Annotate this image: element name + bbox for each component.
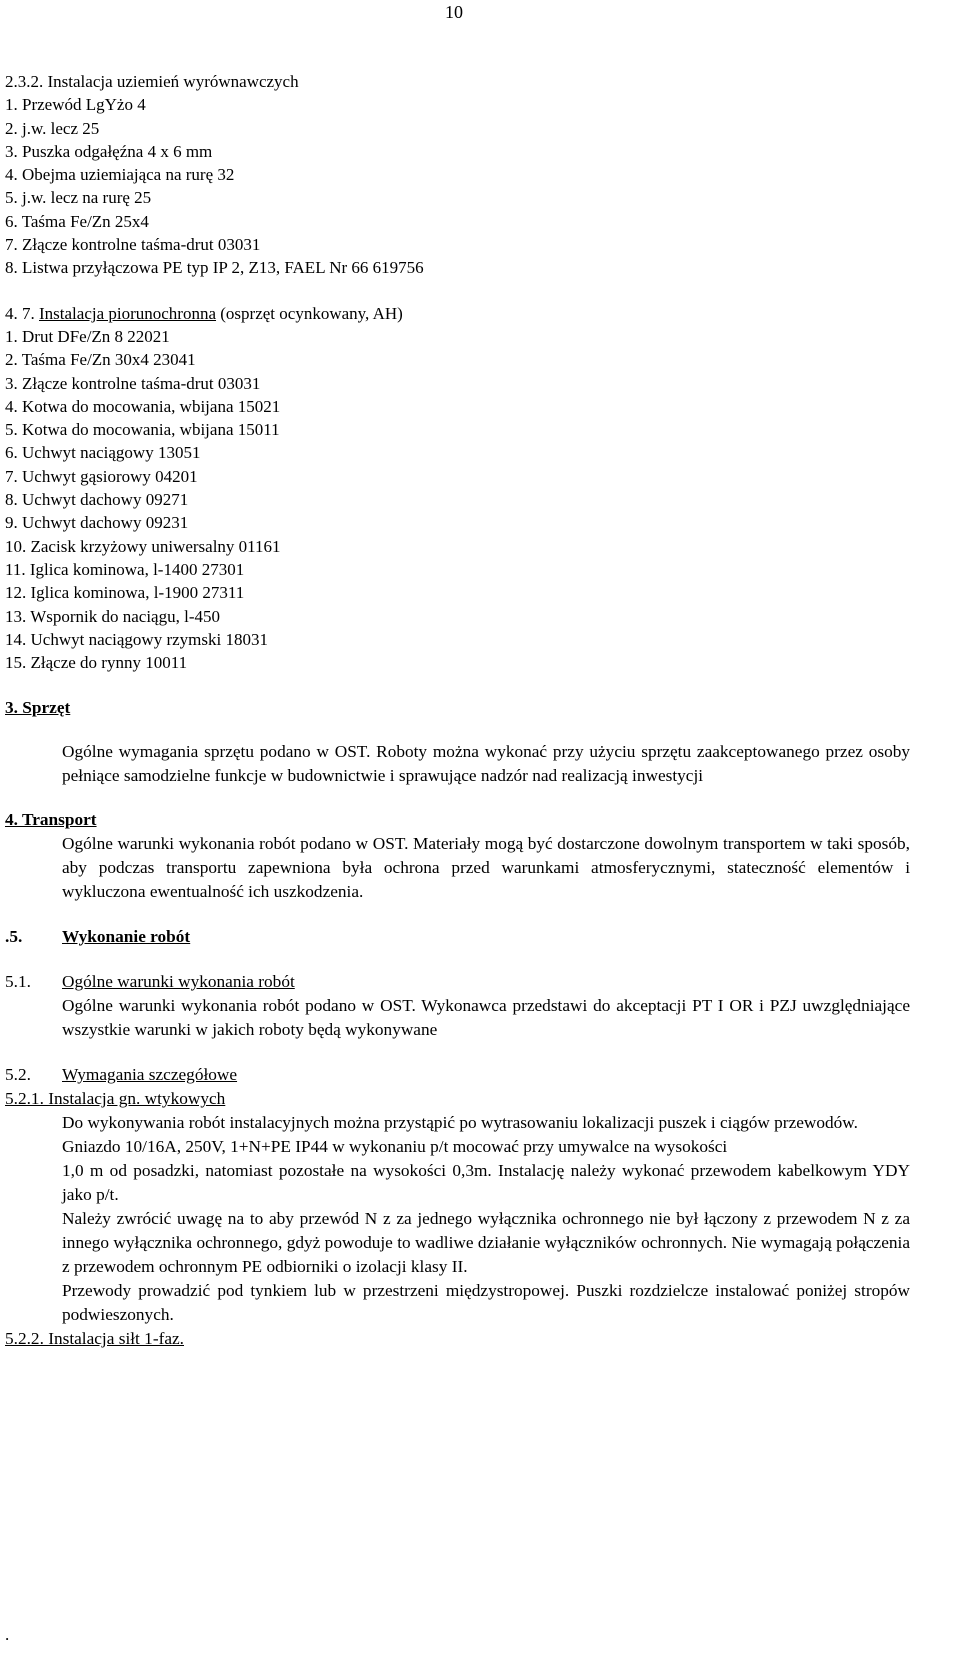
list-item: 15. Złącze do rynny 10011 xyxy=(5,653,188,673)
list-item: 3. Złącze kontrolne taśma-drut 03031 xyxy=(5,373,261,393)
list-item: 3. Puszka odgałęźna 4 x 6 mm xyxy=(5,141,213,161)
section-number: .5. xyxy=(5,927,23,947)
section-5-2-1-paragraph: 1,0 m od posadzki, natomiast pozostałe na wysokości 0,3m. Instalację należy wykonać przewodem kabelkowym YDY jako p/t. xyxy=(62,1161,910,1205)
list-item: 14. Uchwyt naciągowy rzymski 18031 xyxy=(5,629,268,649)
list-item: 10. Zacisk krzyżowy uniwersalny 01161 xyxy=(5,536,281,556)
section-title: Wykonanie robót xyxy=(62,927,191,947)
section-5-2-1-paragraph: Należy zwrócić uwagę na to aby przewód N z za jednego wyłącznika ochronnego nie był łączony z przewodem N z za innego wyłącznika ochronnego, gdyż powoduje to wadliwe działanie wyłączników ochronnych. Nie wymagają połączenia z przewodem ochronnym PE odbiorniki o izolacji klasy II. xyxy=(62,1209,910,1277)
list-item: 4. Obejma uziemiająca na rurę 32 xyxy=(5,165,235,185)
section-5-2-1-paragraph: Przewody prowadzić pod tynkiem lub w przestrzeni międzystropowej. Puszki rozdzielcze instalować poniżej stropów podwieszonych. xyxy=(62,1281,910,1325)
list-item: 8. Uchwyt dachowy 09271 xyxy=(5,490,189,510)
section-title: Ogólne warunki wykonania robót xyxy=(62,972,295,992)
section-title: Wymagania szczegółowe xyxy=(62,1065,238,1085)
section-4-7-list xyxy=(5,325,910,674)
section-number: 5.1. xyxy=(5,972,31,992)
list-item: 1. Drut DFe/Zn 8 22021 xyxy=(5,326,170,346)
list-item: 4. Kotwa do mocowania, wbijana 15021 xyxy=(5,396,281,416)
section-4-7-title xyxy=(5,302,910,325)
list-item: 7. Złącze kontrolne taśma-drut 03031 xyxy=(5,235,261,255)
list-item: 1. Przewód LgYżo 4 xyxy=(5,95,146,115)
section-number: 4. 7. xyxy=(5,303,35,323)
section-number: 5.2. xyxy=(5,1065,31,1085)
list-item: 2. Taśma Fe/Zn 30x4 23041 xyxy=(5,350,196,370)
list-item: 2. j.w. lecz 25 xyxy=(5,118,100,138)
list-item: 6. Taśma Fe/Zn 25x4 xyxy=(5,211,149,231)
document-body xyxy=(5,70,910,1351)
list-item: 9. Uchwyt dachowy 09231 xyxy=(5,513,189,533)
page-number: 10 xyxy=(445,2,463,22)
list-item: 11. Iglica kominowa, l-1400 27301 xyxy=(5,559,245,579)
list-item: 5. j.w. lecz na rurę 25 xyxy=(5,188,152,208)
list-item: 13. Wspornik do naciągu, l-450 xyxy=(5,606,220,626)
section-5-1-heading xyxy=(5,970,910,994)
section-title-rest: (osprzęt ocynkowany, AH) xyxy=(216,303,403,323)
section-3-text: Ogólne wymagania sprzętu podano w OST. Roboty można wykonać przy użyciu sprzętu zaakceptowanego przez osoby pełniące samodzielne funkcje w budownictwie i sprawujące nadzór nad realizacją inwestycji xyxy=(62,742,910,786)
section-title-underlined: Instalacja piorunochronna xyxy=(39,303,217,323)
section-5-2-heading xyxy=(5,1063,910,1087)
section-5-1-text: Ogólne warunki wykonania robót podano w OST. Wykonawca przedstawi do akceptacji PT I OR i PZJ uwzględniające wszystkie warunki w jakich roboty będą wykonywane xyxy=(62,996,910,1040)
list-item: 12. Iglica kominowa, l-1900 27311 xyxy=(5,583,245,603)
section-2-3-2-list xyxy=(5,93,910,279)
section-5-2-2-heading: 5.2.2. Instalacja siłt 1-faz. xyxy=(5,1329,184,1349)
list-item: 6. Uchwyt naciągowy 13051 xyxy=(5,443,201,463)
section-5-2-1-paragraph: Gniazdo 10/16A, 250V, 1+N+PE IP44 w wykonaniu p/t mocować przy umywalce na wysokości xyxy=(62,1137,728,1157)
section-4-heading: 4. Transport xyxy=(5,810,97,830)
section-3-heading: 3. Sprzęt xyxy=(5,698,71,718)
section-5-2-1-paragraph: Do wykonywania robót instalacyjnych można przystąpić po wytrasowaniu lokalizacji puszek i ciągów przewodów. xyxy=(62,1113,858,1133)
footer-mark: . xyxy=(5,1625,10,1644)
section-5-heading xyxy=(5,925,910,949)
section-4-text: Ogólne warunki wykonania robót podano w OST. Materiały mogą być dostarczone dowolnym transportem w taki sposób, aby podczas transportu zapewniona była ochrona przed warunkami atmosferycznymi, stateczność elementów i wykluczona ewentualność ich uszkodzenia. xyxy=(62,834,910,902)
section-2-3-2-title: 2.3.2. Instalacja uziemień wyrównawczych xyxy=(5,72,299,91)
list-item: 7. Uchwyt gąsiorowy 04201 xyxy=(5,466,198,486)
list-item: 8. Listwa przyłączowa PE typ IP 2, Z13, FAEL Nr 66 619756 xyxy=(5,258,424,278)
section-5-2-1-heading: 5.2.1. Instalacja gn. wtykowych xyxy=(5,1089,226,1109)
list-item: 5. Kotwa do mocowania, wbijana 15011 xyxy=(5,420,280,440)
